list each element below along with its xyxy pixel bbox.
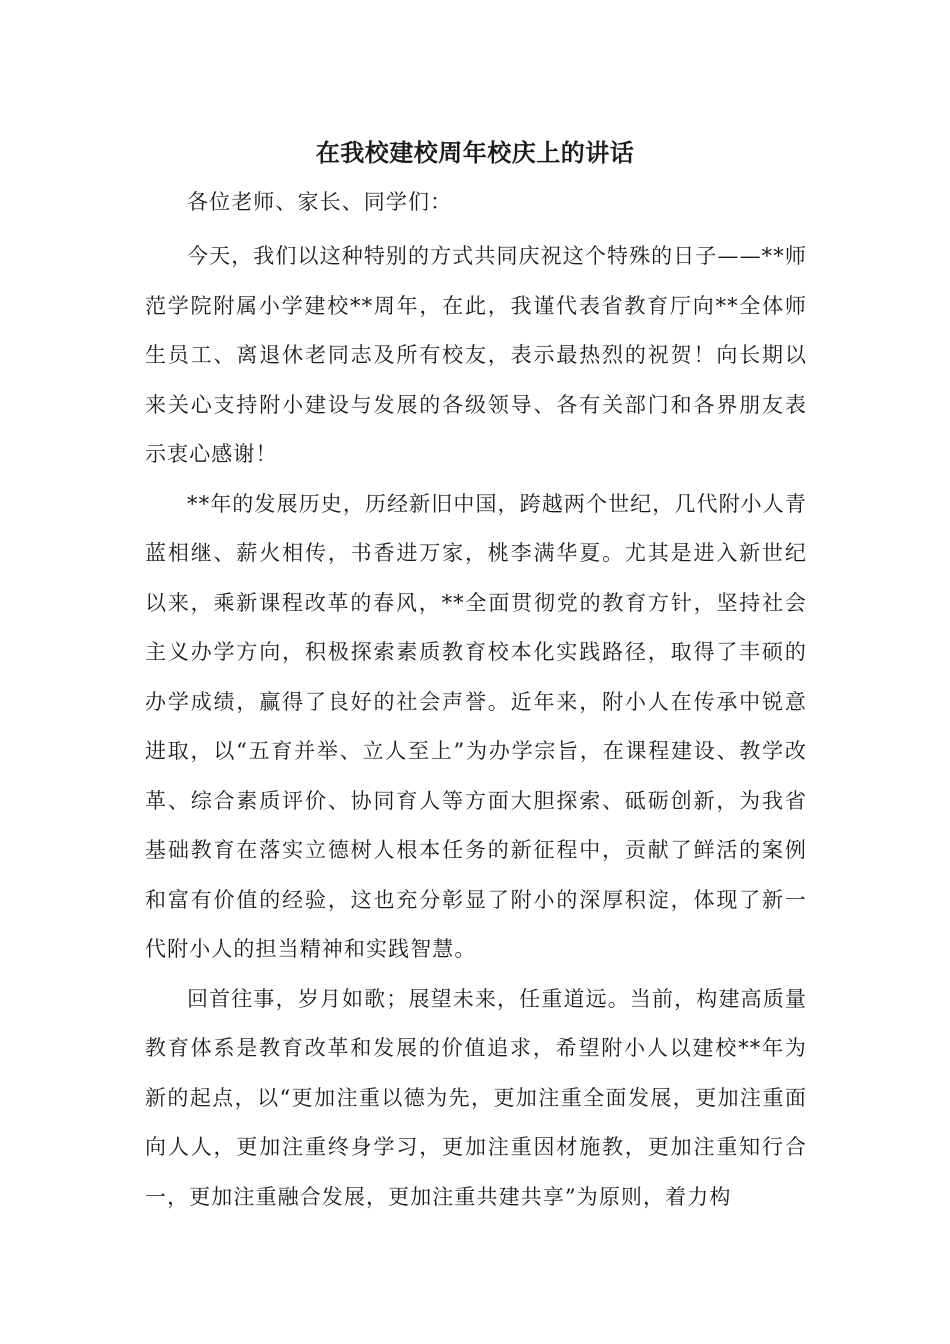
document-body [145,182,807,1222]
paragraph-2: **年的发展历史，历经新旧中国，跨越两个世纪，几代附小人青蓝相继、薪火相传，书香进万家，桃李满华夏。尤其是进入新世纪以来，乘新课程改革的春风，**全面贯彻党的教育方针，坚持社会主义办学方向，积极探索素质教育校本化实践路径，取得了丰硕的办学成绩，赢得了良好的社会声誉。近年来，附小人在传承中锐意进取，以“五育并举、立人至上”为办学宗旨，在课程建设、教学改革、综合素质评价、协同育人等方面大胆探索、砥砺创新，为我省基础教育在落实立德树人根本任务的新征程中，贡献了鲜活的案例和富有价值的经验，这也充分彰显了附小的深厚积淀，体现了新一代附小人的担当精神和实践智慧。 [145,491,807,961]
paragraph-3: 回首往事，岁月如歌；展望未来，任重道远。当前，构建高质量教育体系是教育改革和发展的价值追求，希望附小人以建校**年为新的起点，以“更加注重以德为先，更加注重全面发展，更加注重面向人人，更加注重终身学习，更加注重因材施教，更加注重知行合一，更加注重融合发展，更加注重共建共享”为原则，着力构 [145,986,807,1209]
salutation: 各位老师、家长、同学们： [187,190,453,214]
document-title: 在我校建校周年校庆上的讲话 [315,138,635,167]
paragraph-1: 今天，我们以这种特别的方式共同庆祝这个特殊的日子——**师范学院附属小学建校**周年，在此，我谨代表省教育厅向**全体师生员工、离退休老同志及所有校友，表示最热烈的祝贺！向长期以来关心支持附小建设与发展的各级领导、各有关部门和各界朋友表示衷心感谢！ [145,244,807,466]
